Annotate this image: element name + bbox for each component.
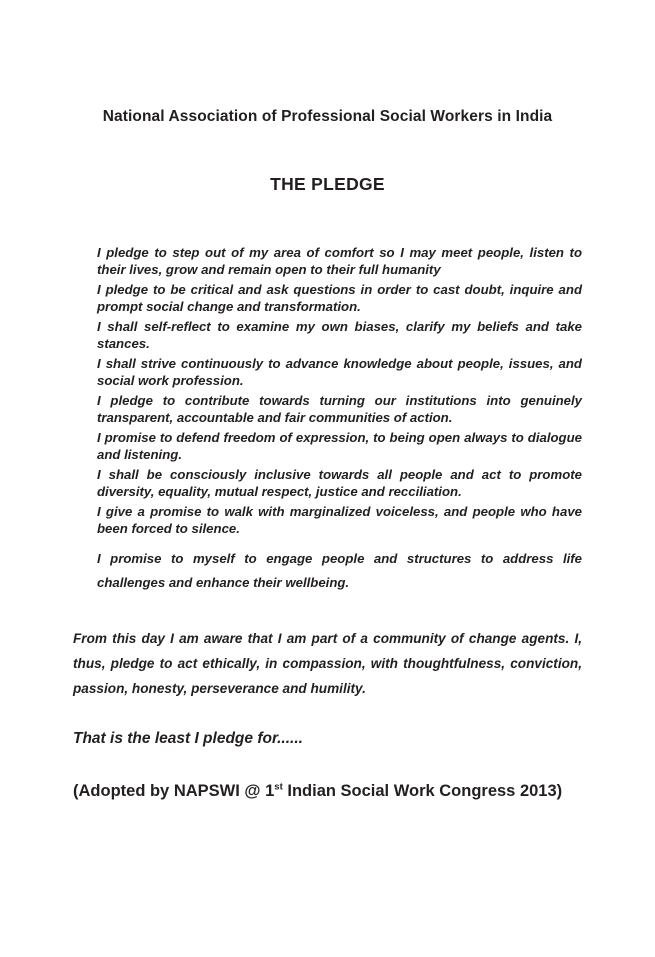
pledge-item: I promise to myself to engage people and structures to address life challenges and enhance their wellbeing. bbox=[97, 551, 582, 590]
tagline: That is the least I pledge for...... bbox=[73, 730, 303, 747]
page-title: THE PLEDGE bbox=[270, 174, 385, 194]
pledge-item: I shall self-reflect to examine my own biases, clarify my beliefs and take stances. bbox=[97, 319, 582, 351]
adoption-note-ordinal: st bbox=[274, 781, 283, 793]
pledge-item: I pledge to contribute towards turning our institutions into genuinely transparent, accountable and fair communities of action. bbox=[97, 393, 582, 425]
pledge-item: I pledge to step out of my area of comfort so I may meet people, listen to their lives, grow and remain open to their full humanity bbox=[97, 245, 582, 277]
closing-paragraph: From this day I am aware that I am part of a community of change agents. I, thus, pledge to act ethically, in compassion, with thoughtfulness, conviction, passion, honesty, perseverance and humility. bbox=[73, 631, 582, 696]
adoption-note-suffix: Indian Social Work Congress 2013) bbox=[282, 782, 563, 800]
pledge-item: I pledge to be critical and ask questions in order to cast doubt, inquire and prompt social change and transformation. bbox=[97, 282, 582, 314]
pledge-list bbox=[97, 244, 582, 595]
pledge-item: I give a promise to walk with marginalized voiceless, and people who have been forced to silence. bbox=[97, 504, 582, 536]
organization-title: National Association of Professional Social Workers in India bbox=[102, 108, 553, 125]
adoption-note-prefix: (Adopted by NAPSWI @ 1 bbox=[73, 782, 275, 800]
pledge-item: I shall strive continuously to advance knowledge about people, issues, and social work profession. bbox=[97, 356, 582, 388]
adoption-note bbox=[73, 782, 582, 801]
pledge-item: I promise to defend freedom of expression, to being open always to dialogue and listening. bbox=[97, 430, 582, 462]
pledge-item: I shall be consciously inclusive towards all people and act to promote diversity, equality, mutual respect, justice and recciliation. bbox=[97, 467, 582, 499]
